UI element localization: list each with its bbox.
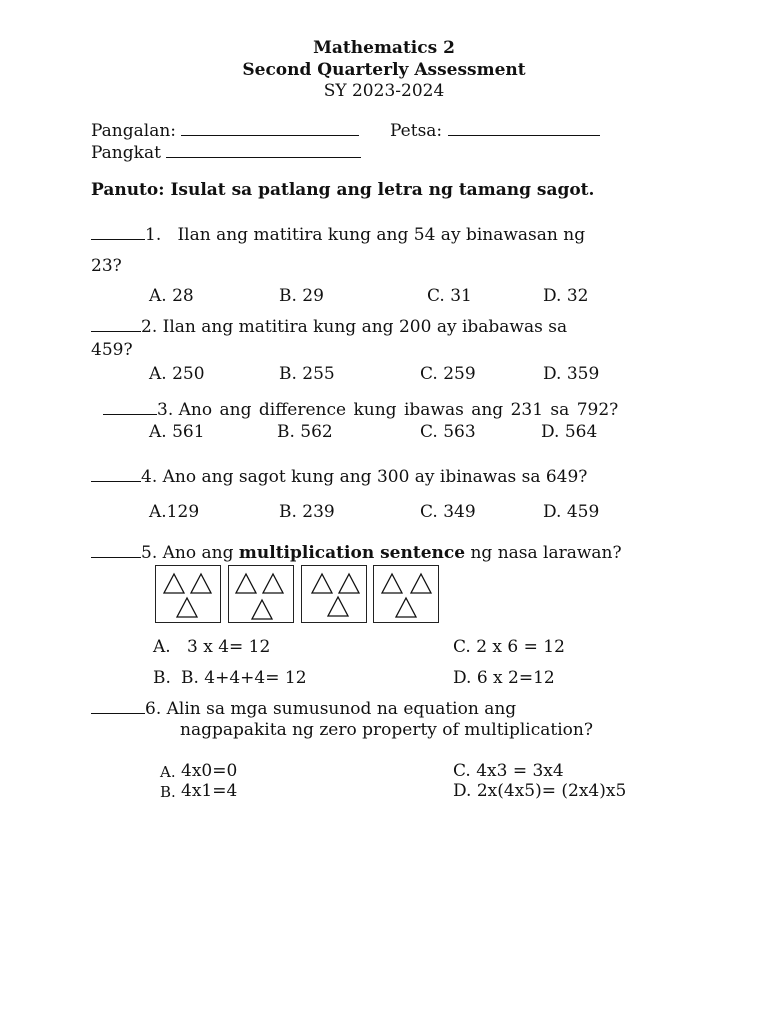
choice-5b-letter: B. bbox=[153, 668, 171, 688]
triangle-icon bbox=[312, 574, 332, 593]
triangle-icon bbox=[191, 574, 211, 593]
question-3 bbox=[103, 400, 618, 420]
page-subtitle: Second Quarterly Assessment bbox=[242, 60, 526, 80]
question-text: Alin sa mga sumusunod na equation ang bbox=[166, 699, 517, 719]
question-text-after: ng nasa larawan? bbox=[470, 543, 622, 563]
question-1 bbox=[91, 225, 585, 245]
triangle-group-box-4 bbox=[373, 565, 439, 623]
triangle-icon bbox=[177, 598, 197, 617]
choice-3a: A. 561 bbox=[149, 422, 205, 442]
question-text: Ano ang sagot kung ang 300 ay ibinawas sa 649? bbox=[162, 467, 588, 487]
question-text-bold: multiplication sentence bbox=[238, 543, 466, 563]
choice-5a-letter: A. bbox=[153, 637, 171, 657]
instructions: Panuto: Isulat sa patlang ang letra ng tamang sagot. bbox=[91, 180, 595, 200]
question-4 bbox=[91, 467, 587, 487]
choice-4b: B. 239 bbox=[279, 502, 335, 522]
page-title: Mathematics 2 bbox=[313, 38, 455, 58]
question-number: 2. bbox=[141, 317, 158, 337]
triangle-icon bbox=[263, 574, 283, 593]
triangle-group-box-2 bbox=[228, 565, 294, 623]
answer-blank-5[interactable] bbox=[91, 545, 141, 558]
answer-blank-4[interactable] bbox=[91, 469, 141, 482]
choice-6a: 4x0=0 bbox=[181, 761, 238, 781]
triangle-group-box-1 bbox=[155, 565, 221, 623]
choice-5c: C. 2 x 6 = 12 bbox=[453, 637, 565, 657]
choice-1c: C. 31 bbox=[427, 286, 472, 306]
name-field[interactable] bbox=[91, 121, 359, 141]
choice-1a: A. 28 bbox=[149, 286, 194, 306]
choice-5b: B. 4+4+4= 12 bbox=[181, 668, 307, 688]
choice-5a: 3 x 4= 12 bbox=[187, 637, 271, 657]
question-2 bbox=[91, 317, 567, 337]
question-text: Ilan ang matitira kung ang 54 ay binawasan ng bbox=[177, 225, 586, 245]
triangle-icon bbox=[252, 600, 272, 619]
question-5 bbox=[91, 543, 622, 563]
choice-3d: D. 564 bbox=[541, 422, 598, 442]
choice-6b: 4x1=4 bbox=[181, 781, 238, 801]
question-6 bbox=[91, 699, 516, 719]
choice-2d: D. 359 bbox=[543, 364, 600, 384]
triangle-icon bbox=[339, 574, 359, 593]
date-blank[interactable] bbox=[448, 123, 600, 136]
section-label: Pangkat bbox=[91, 143, 161, 163]
name-label: Pangalan: bbox=[91, 121, 177, 141]
answer-blank-2[interactable] bbox=[91, 319, 141, 332]
question-text-before: Ano ang bbox=[162, 543, 234, 563]
choice-6c: C. 4x3 = 3x4 bbox=[453, 761, 564, 781]
choice-2c: C. 259 bbox=[420, 364, 476, 384]
question-number: 4. bbox=[141, 467, 158, 487]
choice-6d: D. 2x(4x5)= (2x4)x5 bbox=[453, 781, 627, 801]
choice-3b: B. 562 bbox=[277, 422, 333, 442]
question-number: 6. bbox=[145, 699, 162, 719]
school-year: SY 2023-2024 bbox=[323, 81, 445, 101]
choice-4d: D. 459 bbox=[543, 502, 600, 522]
choice-1b: B. 29 bbox=[279, 286, 324, 306]
triangle-icon bbox=[382, 574, 402, 593]
question-1-line2: 23? bbox=[91, 256, 122, 276]
question-2-line2: 459? bbox=[91, 340, 133, 360]
answer-blank-6[interactable] bbox=[91, 701, 145, 714]
triangle-icon bbox=[396, 598, 416, 617]
choice-4a: A.129 bbox=[149, 502, 200, 522]
triangle-icon bbox=[328, 597, 348, 616]
question-text: Ano ang difference kung ibawas ang 231 sa 792? bbox=[178, 400, 619, 420]
question-6-line2: nagpapakita ng zero property of multiplication? bbox=[180, 720, 593, 740]
section-field[interactable] bbox=[91, 143, 361, 163]
choice-4c: C. 349 bbox=[420, 502, 476, 522]
triangle-group-box-3 bbox=[301, 565, 367, 623]
choice-1d: D. 32 bbox=[543, 286, 589, 306]
date-field[interactable] bbox=[390, 121, 600, 141]
choice-6a-letter: A. bbox=[160, 763, 176, 781]
choice-2b: B. 255 bbox=[279, 364, 335, 384]
answer-blank-3[interactable] bbox=[103, 402, 157, 415]
choice-6b-letter: B. bbox=[160, 783, 176, 801]
triangle-icon bbox=[236, 574, 256, 593]
question-number: 3. bbox=[157, 400, 174, 420]
question-text: Ilan ang matitira kung ang 200 ay ibabawas sa bbox=[162, 317, 568, 337]
choice-2a: A. 250 bbox=[149, 364, 205, 384]
choice-5d: D. 6 x 2=12 bbox=[453, 668, 555, 688]
date-label: Petsa: bbox=[390, 121, 443, 141]
triangle-icon bbox=[411, 574, 431, 593]
triangle-icon bbox=[164, 574, 184, 593]
question-number: 5. bbox=[141, 543, 158, 563]
section-blank[interactable] bbox=[166, 145, 361, 158]
choice-3c: C. 563 bbox=[420, 422, 476, 442]
answer-blank-1[interactable] bbox=[91, 227, 145, 240]
name-blank[interactable] bbox=[181, 123, 359, 136]
question-number: 1. bbox=[145, 225, 162, 245]
